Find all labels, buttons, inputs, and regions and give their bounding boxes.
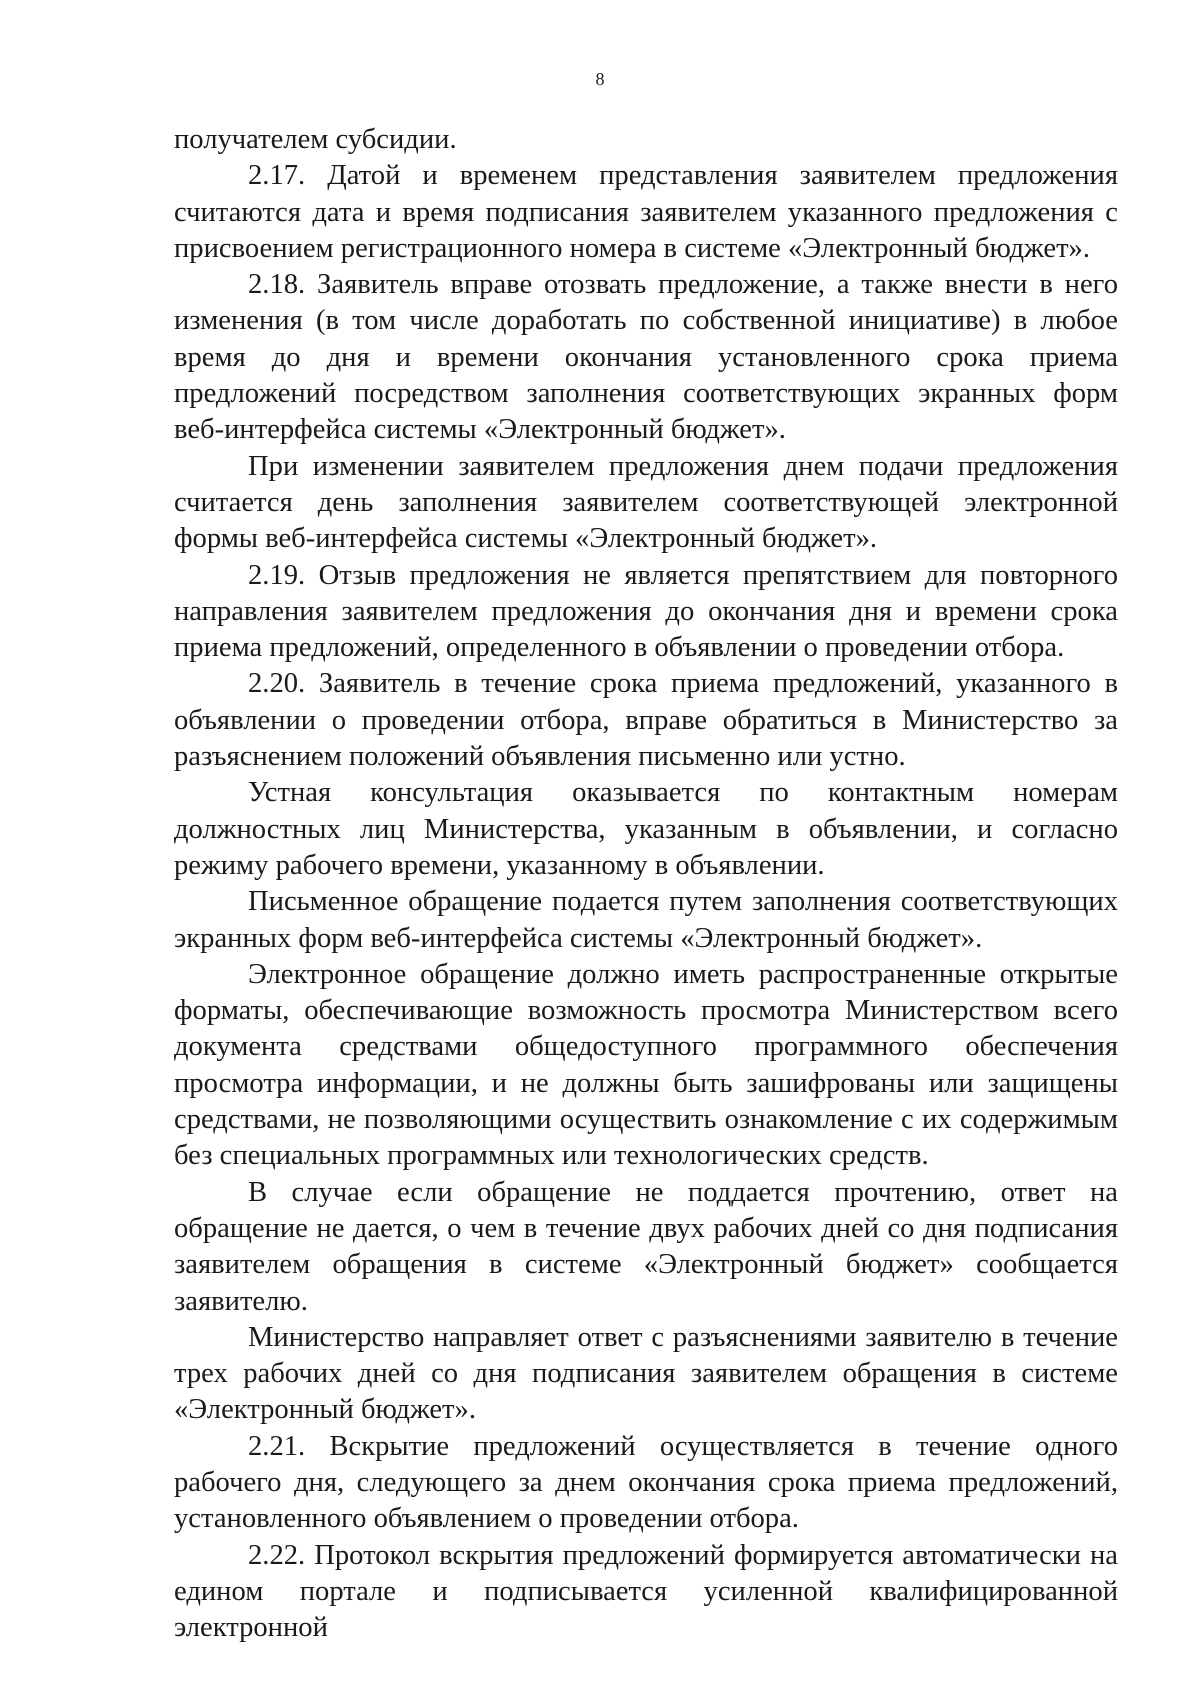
paragraph-2-19: 2.19. Отзыв предложения не является препятствием для повторного направления заявителем предложения до окончания дня и времени срока приема предложений, определенного в объявлении о проведении отбора. bbox=[174, 559, 1118, 664]
page-number: 8 bbox=[595, 69, 605, 89]
paragraph-written-request: Письменное обращение подается путем заполнения соответствующих экранных форм веб-интерфейса системы «Электронный бюджет». bbox=[174, 886, 1118, 954]
paragraph-2-22: 2.22. Протокол вскрытия предложений формируется автоматически на едином портале и подписывается усиленной квалифицированной электронной bbox=[174, 1539, 1118, 1644]
paragraph-2-18: 2.18. Заявитель вправе отозвать предложение, а также внести в него изменения (в том числе доработать по собственной инициативе) в любое время до дня и времени окончания установленного срока приема предложений посредством заполнения соответствующих экранных форм веб-интерфейса системы «Электронный бюджет». bbox=[174, 269, 1118, 446]
paragraph-oral-consultation: Устная консультация оказывается по контактным номерам должностных лиц Министерства, указанным в объявлении, и согласно режиму рабочего времени, указанному в объявлении. bbox=[174, 777, 1118, 881]
paragraph-2-21: 2.21. Вскрытие предложений осуществляется в течение одного рабочего дня, следующего за днем окончания срока приема предложений, установленного объявлением о проведении отбора. bbox=[174, 1430, 1118, 1535]
document-body bbox=[174, 122, 1118, 1646]
paragraph-continuation: получателем субсидии. bbox=[174, 124, 457, 155]
paragraph-change-submission: При изменении заявителем предложения днем подачи предложения считается день заполнения заявителем соответствующей электронной формы веб-интерфейса системы «Электронный бюджет». bbox=[174, 450, 1118, 555]
paragraph-ministry-response: Министерство направляет ответ с разъяснениями заявителю в течение трех рабочих дней со дня подписания заявителем обращения в системе «Электронный бюджет». bbox=[174, 1321, 1118, 1426]
paragraph-unreadable-request: В случае если обращение не поддается прочтению, ответ на обращение не дается, о чем в течение двух рабочих дней со дня подписания заявителем обращения в системе «Электронный бюджет» сообщается заявителю. bbox=[174, 1176, 1118, 1317]
paragraph-2-17: 2.17. Датой и временем представления заявителем предложения считаются дата и время подписания заявителем указанного предложения с присвоением регистрационного номера в системе «Электронный бюджет». bbox=[174, 160, 1118, 264]
paragraph-2-20: 2.20. Заявитель в течение срока приема предложений, указанного в объявлении о проведении отбора, вправе обратиться в Министерство за разъяснением положений объявления письменно или устно. bbox=[174, 668, 1118, 773]
paragraph-electronic-request: Электронное обращение должно иметь распространенные открытые форматы, обеспечивающие возможность просмотра Министерством всего документа средствами общедоступного программного обеспечения просмотра информации, и не должны быть зашифрованы или защищены средствами, не позволяющими осуществить ознакомление с их содержимым без специальных программных или технологических средств. bbox=[174, 958, 1118, 1172]
